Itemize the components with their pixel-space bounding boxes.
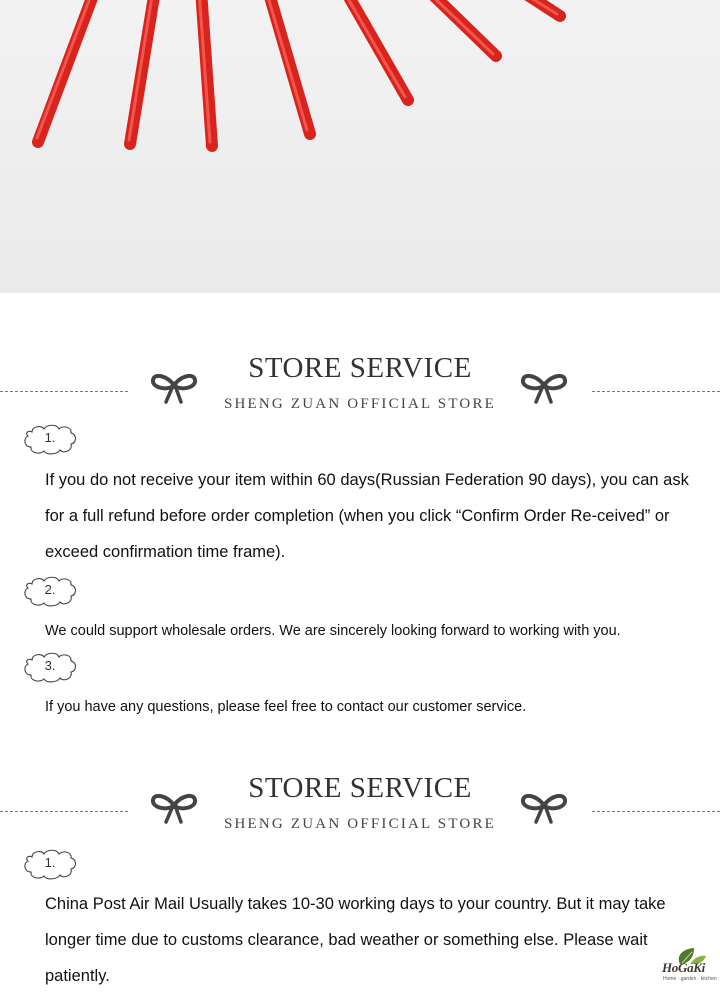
service-text: If you do not receive your item within 60 days(Russian Federation 90 days), you can ask for a full refund before order completion (when you click “Confirm Order Re-ceived” or exceed confirmation time frame). — [45, 471, 689, 561]
section-subtitle: SHENG ZUAN OFFICIAL STORE — [223, 816, 497, 832]
dashed-divider-left — [0, 391, 128, 392]
dashed-divider-right — [592, 391, 720, 392]
number-badge — [22, 576, 78, 608]
number-badge — [22, 424, 78, 456]
service-text: If you have any questions, please feel free to contact our customer service. — [45, 699, 527, 715]
number-badge — [22, 849, 78, 881]
section-subtitle: SHENG ZUAN OFFICIAL STORE — [223, 396, 497, 412]
brand-logo — [660, 946, 718, 996]
number-badge — [22, 652, 78, 684]
dashed-divider-right — [592, 811, 720, 812]
badge-number: 1. — [44, 855, 56, 870]
service-text: China Post Air Mail Usually takes 10-30 working days to your country. But it may take longer time due to customs clearance, bad weather or something else. Please wait patiently. — [45, 895, 666, 985]
logo-tagline: Home · garden · kitchen — [663, 976, 717, 982]
badge-number: 3. — [44, 658, 56, 673]
hero-product-photo — [0, 0, 720, 293]
section-title: STORE SERVICE — [248, 352, 472, 384]
badge-number: 1. — [44, 430, 56, 445]
dashed-divider-left — [0, 811, 128, 812]
section-header — [0, 772, 720, 852]
service-text: We could support wholesale orders. We are sincerely looking forward to working with you. — [45, 623, 621, 639]
red-sticks-illustration — [0, 0, 720, 293]
logo-name: HoGaKi — [662, 960, 705, 975]
section-header — [0, 352, 720, 432]
section-title: STORE SERVICE — [248, 772, 472, 804]
badge-number: 2. — [44, 582, 56, 597]
